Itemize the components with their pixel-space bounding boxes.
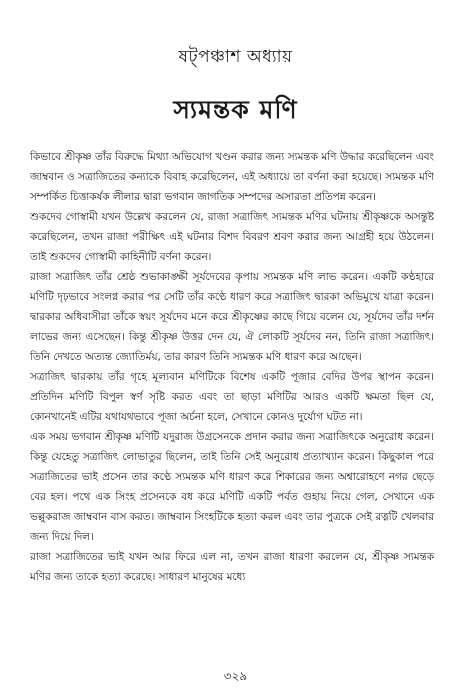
paragraph-3: রাজা সত্রাজিৎ তাঁর শ্রেষ্ঠ শুভাকাঙ্ক্ষী সূর্যদেবের কৃপায় স্যমন্তক মণি লাভ করেন। একটি কণ্ঠহারে মণিটি দৃঢ়ভাবে সংলগ্ন করার পর সেটি তাঁর কণ্ঠে ধারণ করে সত্রাজিৎ দ্বারকা অভিমুখে যাত্রা করেন। দ্বারকার অধিবাসীরা তাঁকে স্বয়ং সূর্যদেব মনে করে শ্রীকৃষ্ণের কাছে গিয়ে বলেন যে, সূর্যদেব তাঁর দর্শন লাভের জন্য এসেছেন। কিন্তু শ্রীকৃষ্ণ উত্তর দেন যে, ঐ লোকটি সূর্যদেব নন, তিনি রাজা সত্রাজিৎ। তিনি দেখতে অত্যন্ত জ্যোতির্ময়, তার কারণ তিনি স্যমন্তক মণি ধারণ করে আছেন। — [30, 271, 434, 363]
paragraph-1: কিভাবে শ্রীকৃষ্ণ তাঁর বিরুদ্ধে মিথ্যা অভিযোগ খণ্ডন করার জন্য স্যমন্তক মণি উদ্ধার করেছিলেন এবং জাম্ববান ও সত্রাজিতের কন্যাকে বিবাহ করেছিলেন, এই অধ্যায়ে তা বর্ণনা করা হয়েছে। স্যমন্তক মণি সম্পর্কিত চিত্তাকর্ষক লীলার দ্বারা ভগবান জাগতিক সম্পদের অসারতা প্রতিপন্ন করেন। — [30, 151, 434, 203]
page-number: ৩২৯ — [223, 669, 248, 683]
chapter-heading: ষট্‌পঞ্চাশ অধ্যায় — [178, 47, 293, 67]
paragraph-5: এক সময় ভগবান শ্রীকৃষ্ণ মণিটি যদুরাজ উগ্রসেনকে প্রদান করার জন্য সত্রাজিৎকে অনুরোধ করেন। কিন্তু যেহেতু সত্রাজিৎ লোভাতুর ছিলেন, তাই তিনি সেই অনুরোধ প্রত্যাখ্যান করেন। কিছুকাল পরে সত্রাজিতের ভাই প্রসেন তার কণ্ঠে স্যমন্তক মণি ধারণ করে শিকারের জন্য অশ্বারোহণে নগর ছেড়ে বের হল। পথে এক সিংহ প্রসেনকে বধ করে মণিটি একটি পর্বত গুহায় নিয়ে গেল, সেখানে এক ভল্লুকরাজ জাম্ববান বাস করত। জাম্ববান সিংহটিকে হত্যা করল এবং তার পুত্রকে সেই রত্নটি খেলবার জন্য দিয়ে দিল। — [30, 431, 434, 543]
paragraph-4: সত্রাজিৎ দ্বারকায় তাঁর গৃহে মূল্যবান মণিটিকে বিশেষ একটি পূজার বেদির উপর স্থাপন করেন। প্রতিদিন মণিটি বিপুল স্বর্ণ সৃষ্টি করত এবং তা ছাড়া মণিটির আরও একটি ক্ষমতা ছিল যে, কোনখানেই এটির যথাযথভাবে পূজা অর্চনা হলে, সেখানে কোনও দুর্যোগ ঘটত না। — [30, 371, 434, 423]
paragraph-6: রাজা সত্রাজিতের ভাই যখন আর ফিরে এল না, তখন রাজা ধারণা করলেন যে, শ্রীকৃষ্ণ স্যমন্তক মণির জন্য তাকে হত্যা করেছে। সাধারণ মানুষের মধ্যে — [30, 551, 434, 583]
body-text — [30, 147, 434, 587]
chapter-title: স্যমন্তক মণি — [173, 95, 298, 124]
paragraph-2: শুকদেব গোস্বামী যখন উল্লেখ করলেন যে, রাজা সত্রাজিৎ স্যমন্তক মণির ঘটনায় শ্রীকৃষ্ণকে অসন্তুষ্ট করেছিলেন, তখন রাজা পরীক্ষিৎ এই ঘটনার বিশদ বিবরণ শ্রবণ করার জন্য আগ্রহী হয়ে উঠলেন। তাই শুকদেব গোস্বামী কাহিনীটি বর্ণনা করেন। — [30, 211, 434, 263]
